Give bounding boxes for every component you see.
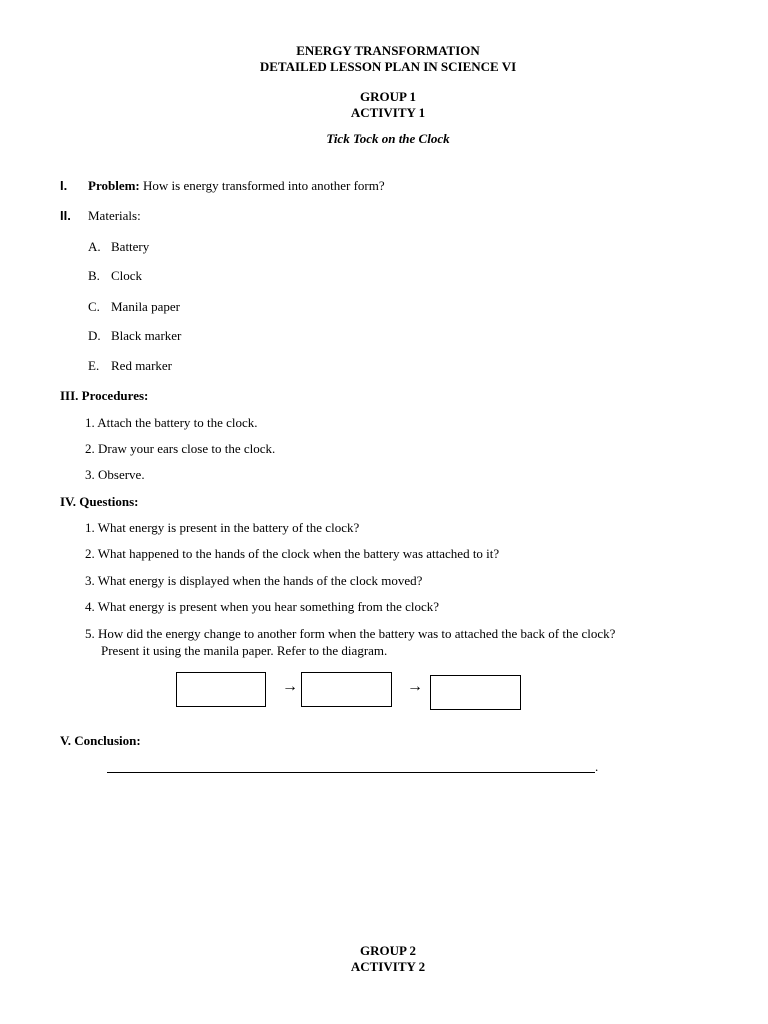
activity-label: ACTIVITY 1	[350, 105, 426, 120]
question-item: 3. What energy is displayed when the hands of the clock moved?	[85, 573, 423, 588]
procedure-item: 1. Attach the battery to the clock.	[85, 415, 258, 430]
problem-numeral: I.	[60, 178, 68, 193]
next-activity-label: ACTIVITY 2	[350, 959, 426, 974]
question-item-continuation: Present it using the manila paper. Refer to the diagram.	[101, 643, 388, 658]
arrow-icon: →	[407, 678, 423, 695]
group-label: GROUP 1	[360, 89, 416, 104]
activity-title: Tick Tock on the Clock	[326, 131, 450, 146]
material-item: Red marker	[111, 358, 173, 373]
question-item: 2. What happened to the hands of the clock when the battery was attached to it?	[85, 546, 500, 561]
material-item: Battery	[111, 239, 150, 254]
material-letter: A.	[88, 239, 101, 254]
questions-heading: IV. Questions:	[60, 494, 139, 509]
diagram-box-1	[176, 672, 266, 707]
diagram-box-2	[301, 672, 392, 707]
procedure-item: 2. Draw your ears close to the clock.	[85, 441, 276, 456]
conclusion-heading: V. Conclusion:	[60, 733, 141, 748]
material-letter: E.	[88, 358, 100, 373]
question-item: 4. What energy is present when you hear something from the clock?	[85, 599, 440, 614]
material-item: Black marker	[111, 328, 182, 343]
diagram-box-3	[430, 675, 521, 710]
doc-subtitle: DETAILED LESSON PLAN IN SCIENCE VI	[259, 59, 517, 74]
next-group-label: GROUP 2	[360, 943, 416, 958]
conclusion-period: .	[595, 759, 599, 774]
material-item: Clock	[111, 268, 143, 283]
material-letter: D.	[88, 328, 101, 343]
problem-text: How is energy transformed into another form?	[143, 178, 385, 193]
arrow-icon: →	[282, 678, 298, 695]
materials-label: Materials:	[88, 208, 141, 223]
question-item: 1. What energy is present in the battery of the clock?	[85, 520, 360, 535]
material-letter: C.	[88, 299, 100, 314]
procedures-heading: III. Procedures:	[60, 388, 149, 403]
question-item: 5. How did the energy change to another form when the battery was to attached the back of the clock?	[85, 626, 616, 641]
material-letter: B.	[88, 268, 100, 283]
doc-title: ENERGY TRANSFORMATION	[296, 43, 480, 58]
problem-line	[88, 178, 385, 194]
materials-numeral: II.	[60, 208, 71, 223]
conclusion-answer-line	[107, 772, 595, 773]
problem-label: Problem:	[88, 178, 140, 193]
material-item: Manila paper	[111, 299, 180, 314]
procedure-item: 3. Observe.	[85, 467, 145, 482]
